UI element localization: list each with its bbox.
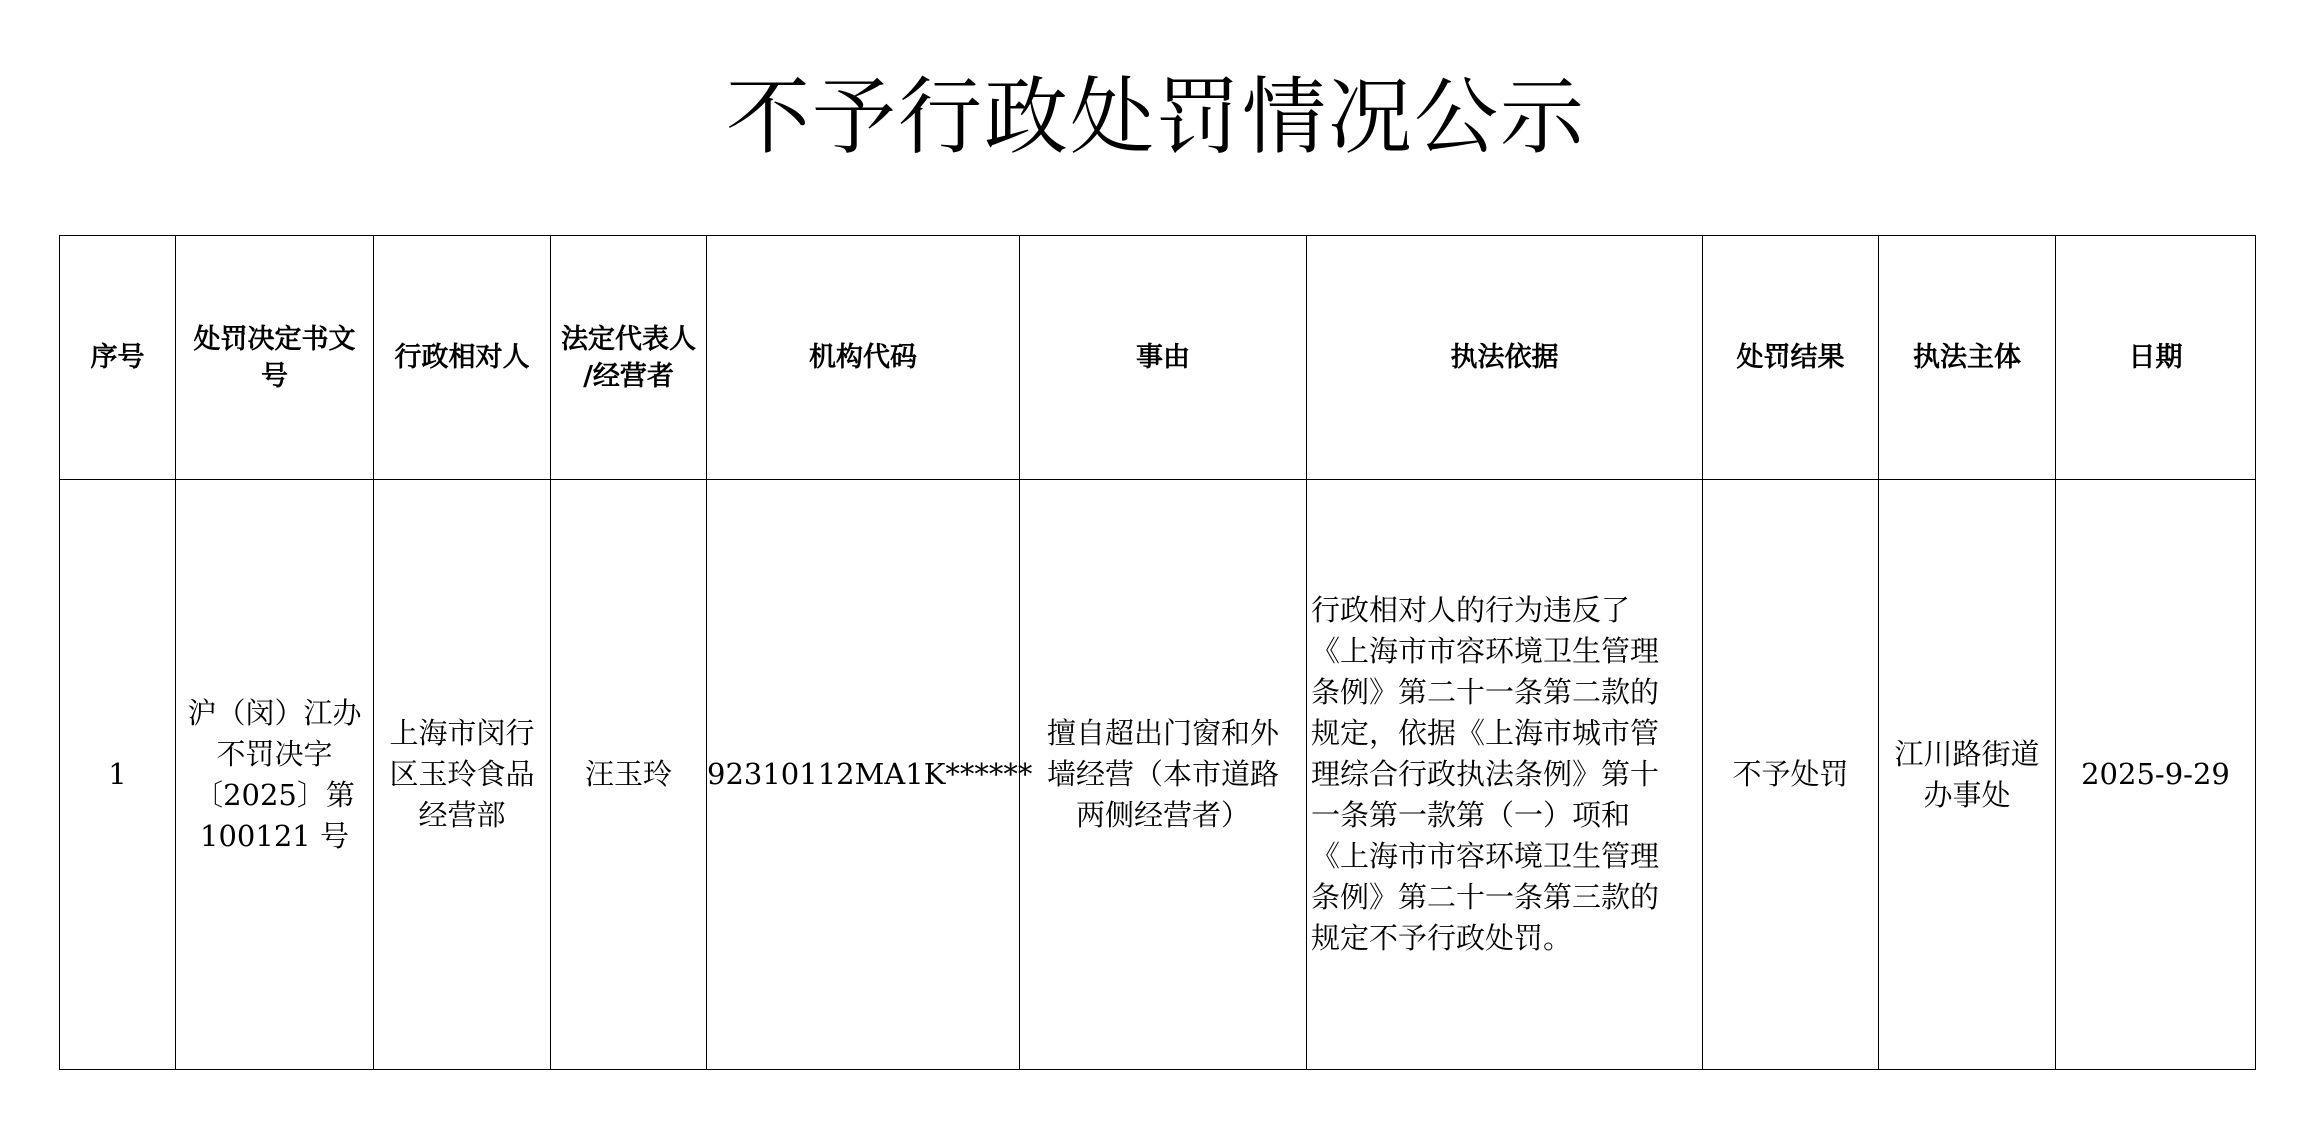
cell-basis: 行政相对人的行为违反了 《上海市市容环境卫生管理 条例》第二十一条第二款的 规定，依据《上海市城市管 理综合行政执法条例》第十 一条第一款第（一）项和 《上海市市容环境卫生管理 条例》第二十一条第三款的 规定不予行政处罚。 bbox=[1307, 480, 1703, 1070]
header-basis: 执法依据 bbox=[1307, 236, 1703, 480]
header-org-code: 机构代码 bbox=[707, 236, 1020, 480]
penalty-notice-table bbox=[59, 235, 2256, 1070]
cell-authority: 江川路街道 办事处 bbox=[1879, 480, 2056, 1070]
cell-decision-no: 沪（闵）江办 不罚决字 〔2025〕第 100121 号 bbox=[176, 480, 374, 1070]
header-serial: 序号 bbox=[60, 236, 176, 480]
cell-date: 2025-9-29 bbox=[2056, 480, 2256, 1070]
cell-representative: 汪玉玲 bbox=[551, 480, 707, 1070]
cell-reason: 擅自超出门窗和外 墙经营（本市道路 两侧经营者） bbox=[1020, 480, 1307, 1070]
header-party: 行政相对人 bbox=[374, 236, 551, 480]
cell-result: 不予处罚 bbox=[1703, 480, 1879, 1070]
header-representative: 法定代表人 /经营者 bbox=[551, 236, 707, 480]
header-date: 日期 bbox=[2056, 236, 2256, 480]
cell-party: 上海市闵行 区玉玲食品 经营部 bbox=[374, 480, 551, 1070]
cell-org-code: 92310112MA1K****** bbox=[707, 480, 1020, 1070]
header-reason: 事由 bbox=[1020, 236, 1307, 480]
header-authority: 执法主体 bbox=[1879, 236, 2056, 480]
table-row bbox=[60, 480, 2256, 1070]
page-title: 不予行政处罚情况公示 bbox=[725, 68, 1586, 166]
table-header-row bbox=[60, 236, 2256, 480]
header-decision-no: 处罚决定书文 号 bbox=[176, 236, 374, 480]
cell-serial: 1 bbox=[60, 480, 176, 1070]
header-result: 处罚结果 bbox=[1703, 236, 1879, 480]
